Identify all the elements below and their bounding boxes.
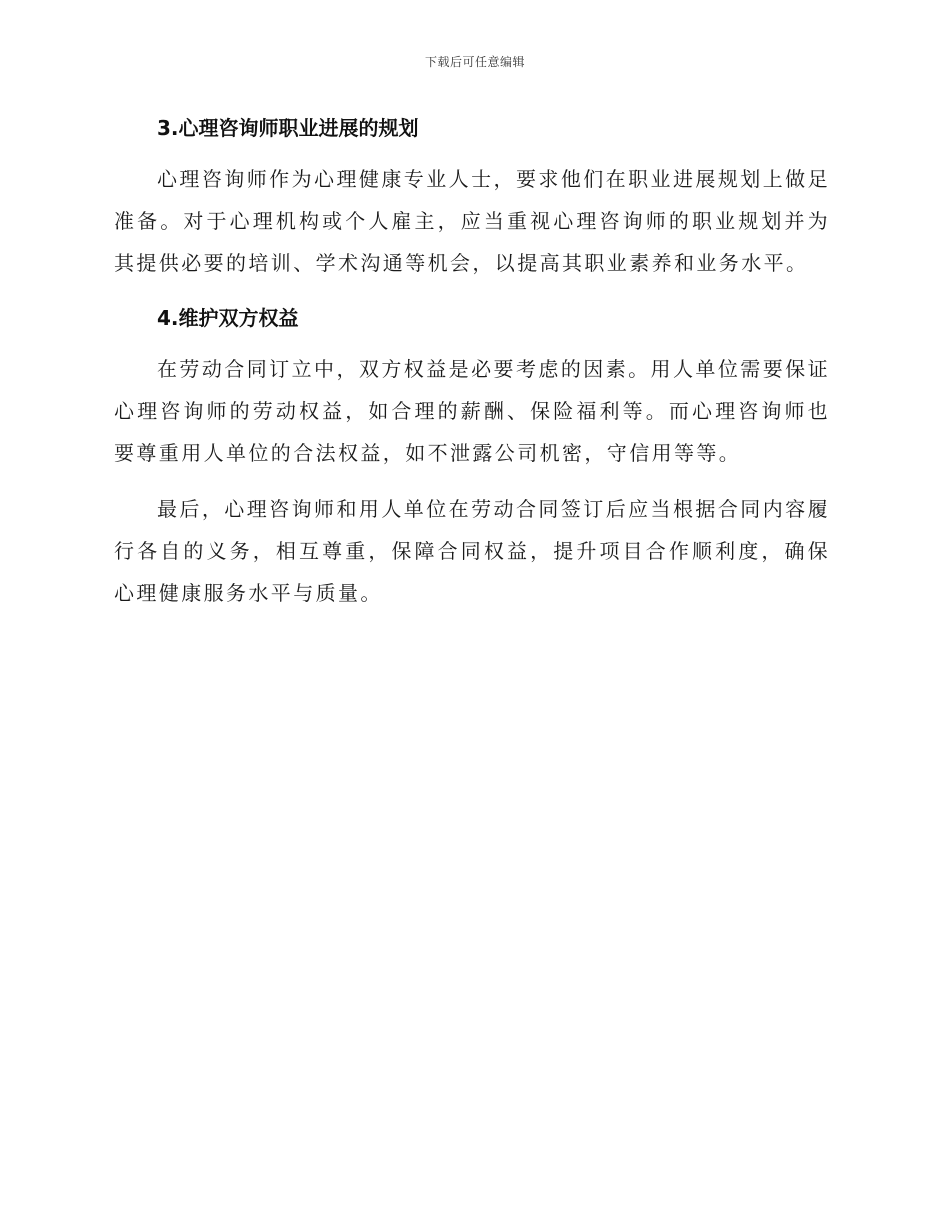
section-3 xyxy=(114,110,830,284)
paragraph: 在劳动合同订立中，双方权益是必要考虑的因素。用人单位需要保证心理咨询师的劳动权益，如合理的薪酬、保险福利等。而心理咨询师也要尊重用人单位的合法权益，如不泄露公司机密，守信用等等。 xyxy=(114,357,830,465)
section-heading: 3.心理咨询师职业进展的规划 xyxy=(157,116,419,140)
paragraph: 心理咨询师作为心理健康专业人士，要求他们在职业进展规划上做足准备。对于心理机构或个人雇主，应当重视心理咨询师的职业规划并为其提供必要的培训、学术沟通等机会，以提高其职业素养和业务水平。 xyxy=(114,167,830,275)
paragraph: 最后，心理咨询师和用人单位在劳动合同签订后应当根据合同内容履行各自的义务，相互尊重，保障合同权益，提升项目合作顺利度，确保心理健康服务水平与质量。 xyxy=(114,497,830,605)
section-heading: 4.维护双方权益 xyxy=(157,306,299,330)
document-body xyxy=(114,110,830,628)
header-note: 下载后可任意编辑 xyxy=(424,55,525,69)
section-4 xyxy=(114,300,830,614)
